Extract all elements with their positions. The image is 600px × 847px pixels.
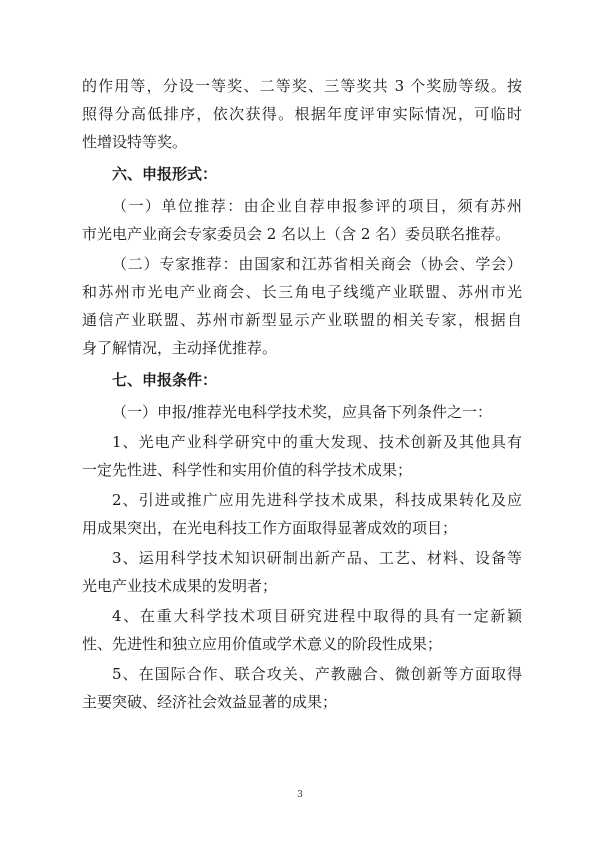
paragraph-condition-5 xyxy=(82,660,522,716)
text-line: （一）申报/推荐光电科学技术奖，应具备下列条件之一： xyxy=(112,403,493,421)
text-line: 用成果突出，在光电科技工作方面取得显著成效的项目； xyxy=(82,519,458,537)
paragraph-condition-1 xyxy=(82,428,522,484)
text-line: 身了解情况，主动择优推荐。 xyxy=(82,339,278,357)
text-line: 4、在重大科学技术项目研究进程中取得的具有一定新颖 xyxy=(112,607,522,625)
text-line: （二）专家推荐：由国家和江苏省相关商会（协会、学会） xyxy=(112,255,522,273)
text-line: 2、引进或推广应用先进科学技术成果，科技成果转化及应 xyxy=(112,491,522,509)
text-line: 1、光电产业科学研究中的重大发现、技术创新及其他具有 xyxy=(112,433,522,451)
paragraph-conditions-intro xyxy=(82,398,522,426)
document-body xyxy=(82,72,522,718)
text-line: 照得分高低排序，依次获得。根据年度评审实际情况，可临时 xyxy=(82,105,522,123)
page-number: 3 xyxy=(297,790,303,800)
text-line: 一定先性进、科学性和实用价值的科学技术成果； xyxy=(82,461,413,479)
text-line: 3、运用科学技术知识研制出新产品、工艺、材料、设备等 xyxy=(112,549,522,567)
text-line: （一）单位推荐：由企业自荐申报参评的项目，须有苏州 xyxy=(112,197,522,215)
paragraph-unit-recommendation xyxy=(82,192,522,248)
paragraph-condition-4 xyxy=(82,602,522,658)
paragraph-condition-3 xyxy=(82,544,522,600)
text-line: 5、在国际合作、联合攻关、产教融合、微创新等方面取得 xyxy=(112,665,522,683)
text-line: 市光电产业商会专家委员会 2 名以上（含 2 名）委员联名推荐。 xyxy=(82,225,511,243)
text-line: 和苏州市光电产业商会、长三角电子线缆产业联盟、苏州市光 xyxy=(82,283,522,301)
text-line: 性增设特等奖。 xyxy=(82,133,188,151)
text-line: 的作用等，分设一等奖、二等奖、三等奖共 3 个奖励等级。按 xyxy=(82,77,522,95)
text-line: 光电产业技术成果的发明者； xyxy=(82,577,278,595)
text-line: 通信产业联盟、苏州市新型显示产业联盟的相关专家，根据自 xyxy=(82,311,522,329)
paragraph-condition-2 xyxy=(82,486,522,542)
text-line: 性、先进性和独立应用价值或学术意义的阶段性成果； xyxy=(82,635,443,653)
text-line: 主要突破、经济社会效益显著的成果； xyxy=(82,693,338,711)
paragraph-award-levels xyxy=(82,72,522,156)
section-heading-seven: 七、申报条件： xyxy=(112,371,218,389)
section-heading-six: 六、申报形式： xyxy=(112,165,218,183)
paragraph-expert-recommendation xyxy=(82,250,522,362)
